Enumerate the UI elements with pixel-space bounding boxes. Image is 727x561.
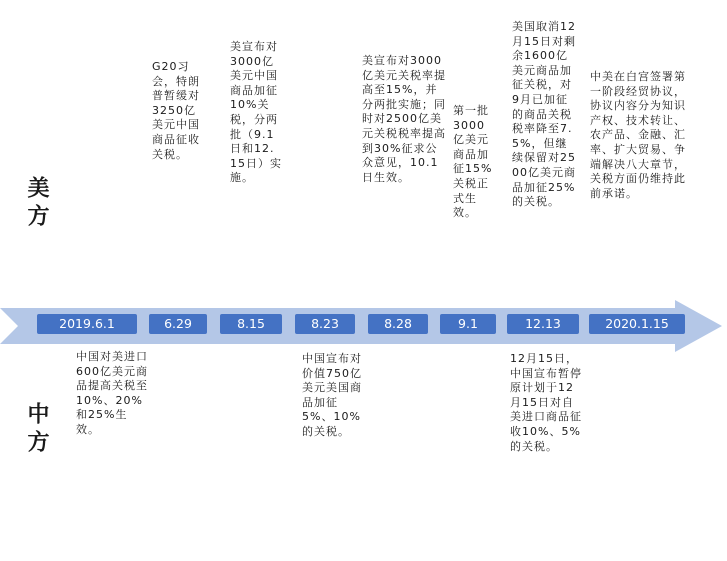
us-event-2020-01-15: 中美在白宫签署第一阶段经贸协议，协议内容分为知识产权、技术转让、农产品、金融、汇率、扩大贸易、争端解决八大章节，关税方面仍维持此前承诺。	[590, 70, 686, 200]
us-event-2019-08-15: 美宣布对3000亿美元中国商品加征10%关税，分两批（9.1日和12.15日）实施。	[230, 40, 282, 185]
us-event-2019-06-29: G20习会，特朗普暂缓对3250亿美元中国商品征收关税。	[152, 60, 200, 161]
date-box-08-15: 8.15	[220, 314, 282, 334]
date-box-2020-01-15: 2020.1.15	[589, 314, 685, 334]
china-event-2019-06-01: 中国对美进口600亿美元商品提高关税至10%、20%和25%生效。	[76, 350, 148, 436]
china-side-label: 中方	[24, 402, 50, 458]
china-event-2019-08-23: 中国宣布对价值750亿美元美国商品加征5%、10%的关税。	[302, 352, 362, 438]
us-side-label: 美方	[24, 176, 50, 232]
date-box-2019-06-01: 2019.6.1	[37, 314, 137, 334]
date-box-08-28: 8.28	[368, 314, 428, 334]
us-event-2019-08-23: 美宣布对3000亿美元关税率提高至15%，并分两批实施；同时对2500亿美元关税税率提高到30%征求公众意见，10.1日生效。	[362, 54, 446, 184]
date-box-12-13: 12.13	[507, 314, 579, 334]
us-event-2019-09-01: 第一批3000亿美元商品加征15%关税正式生效。	[453, 104, 493, 220]
date-box-06-29: 6.29	[149, 314, 207, 334]
us-event-2019-12-13: 美国取消12月15日对剩余1600亿美元商品加征关税，对9月已加征的商品关税税率降至7.5%，但继续保留对2500亿美元商品加征25%的关税。	[512, 20, 576, 209]
date-box-08-23: 8.23	[295, 314, 355, 334]
date-box-09-01: 9.1	[440, 314, 496, 334]
china-event-2019-12-13: 12月15日，中国宣布暂停原计划于12月15日对自美进口商品征收10%、5%的关税。	[510, 352, 582, 453]
